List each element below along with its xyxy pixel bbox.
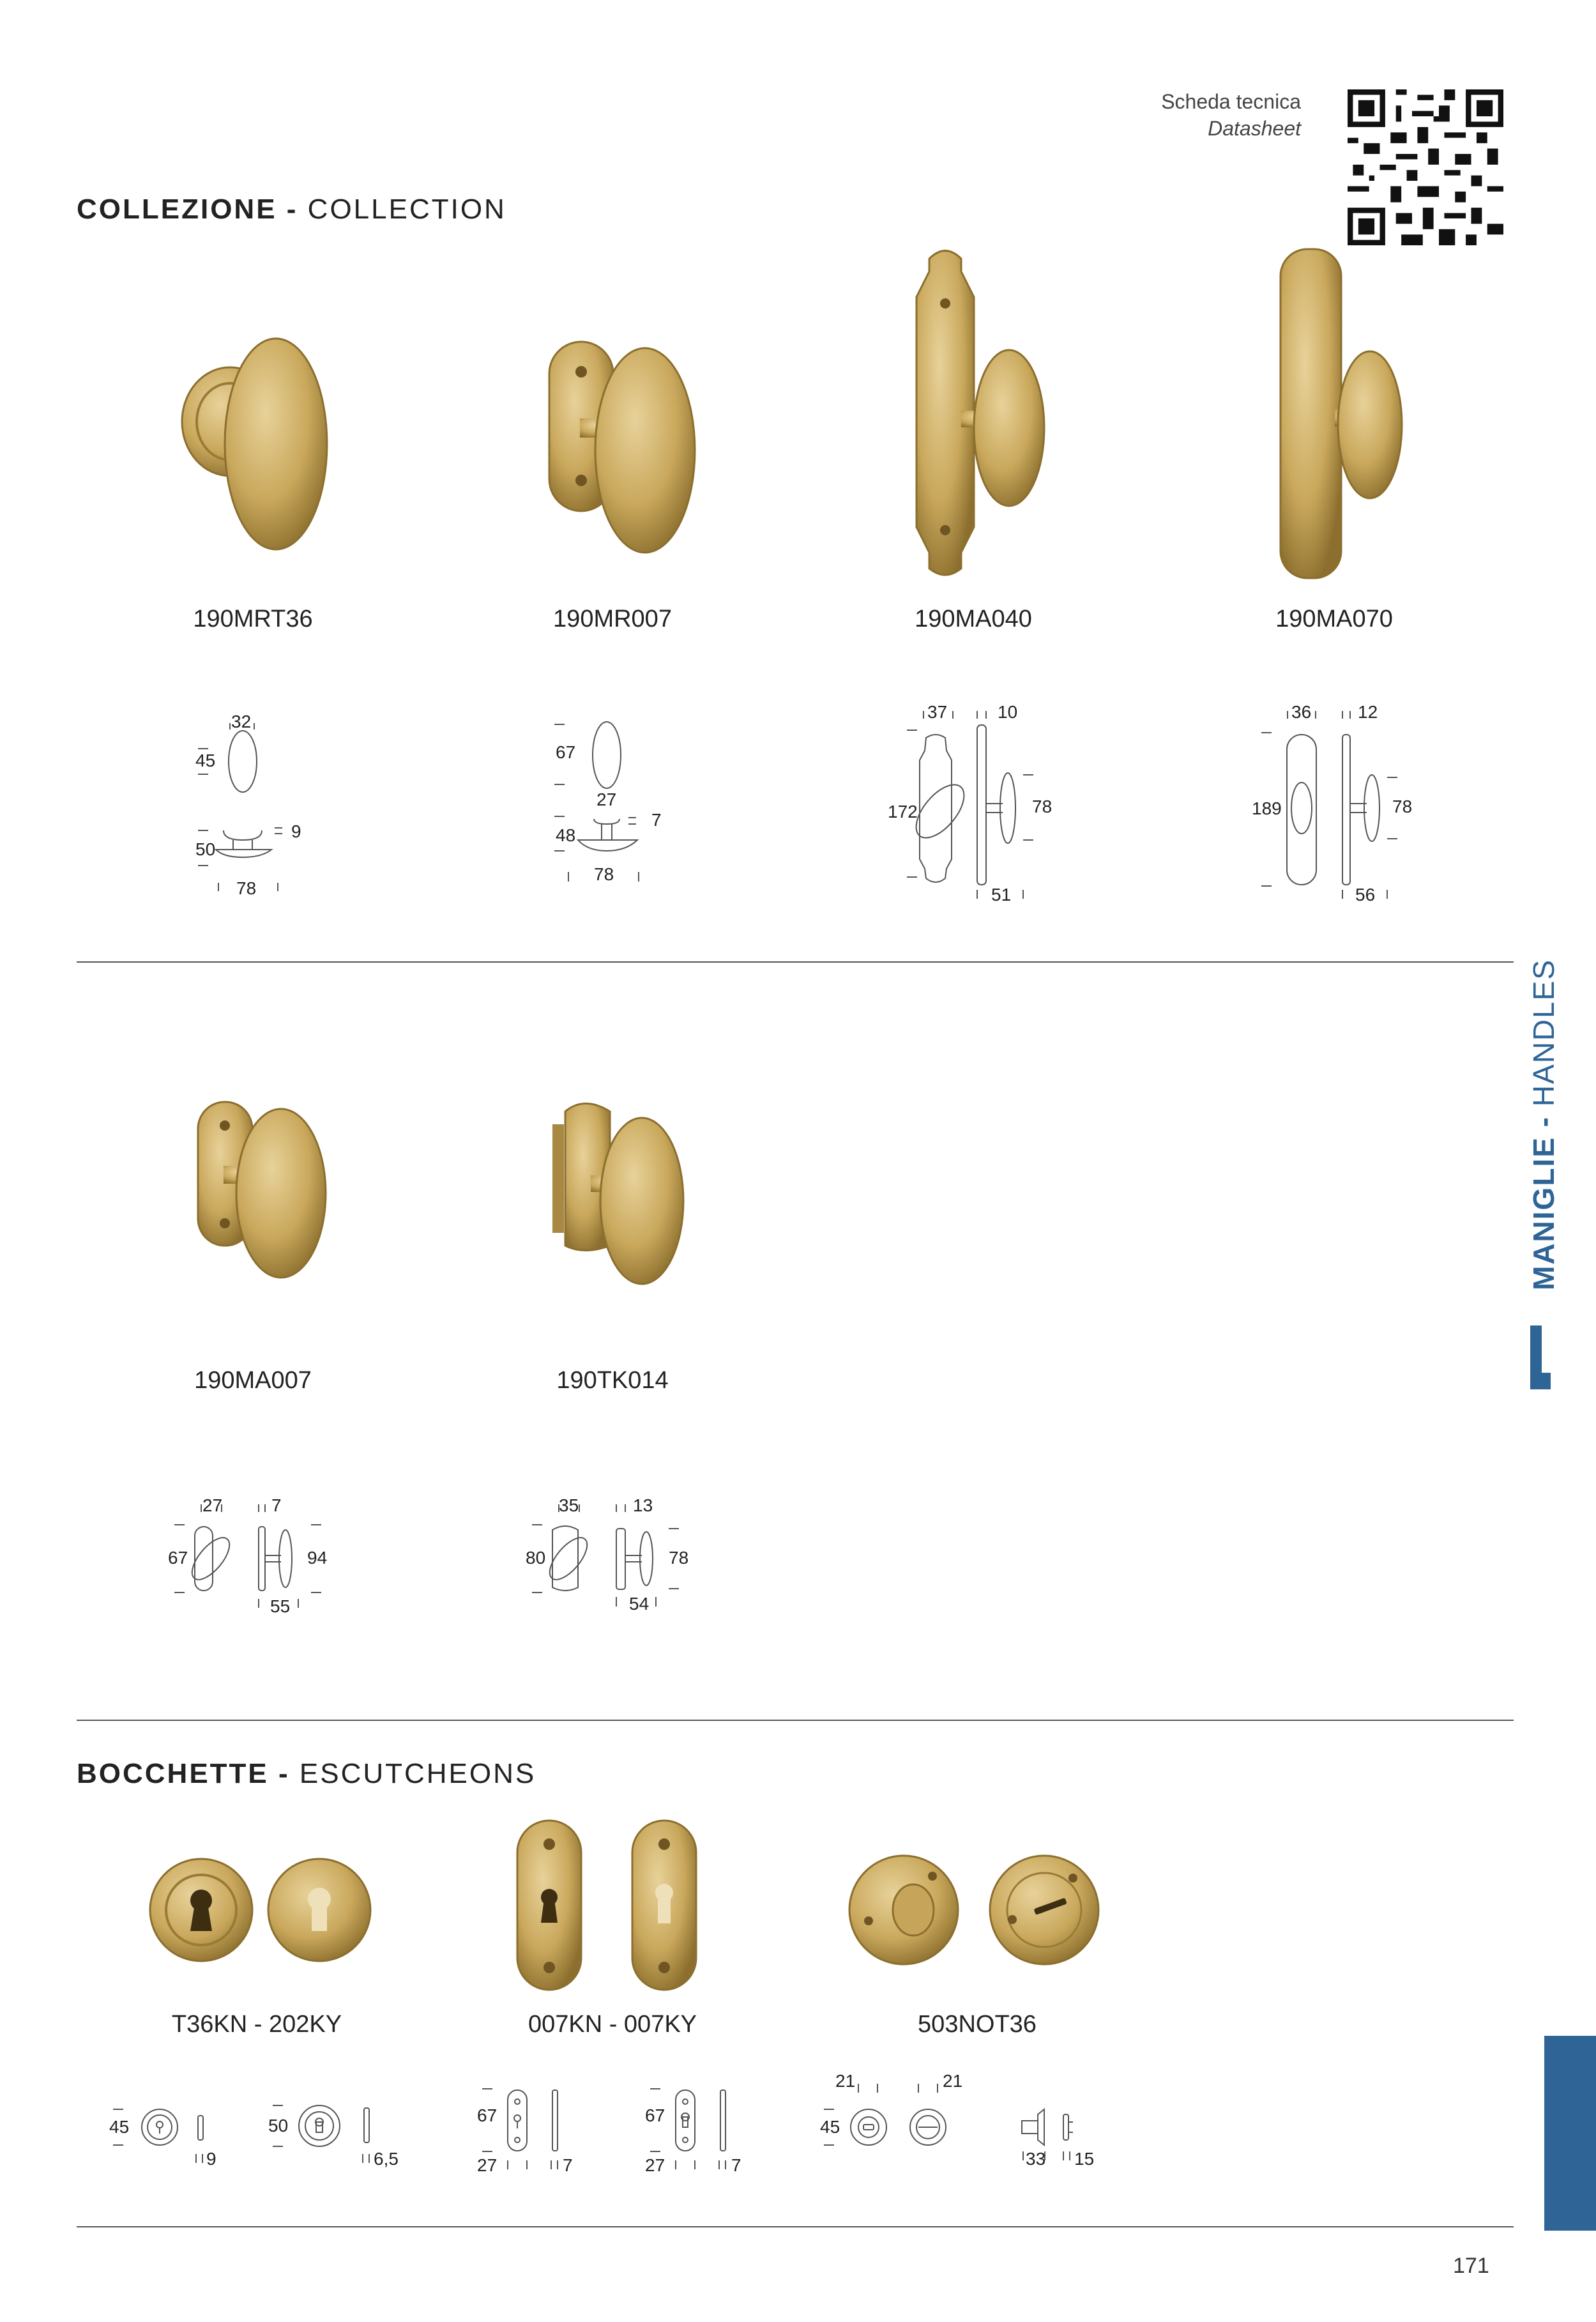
dim-plate-depth: 10 — [998, 702, 1018, 722]
dim-height: 172 — [888, 802, 918, 821]
dim-depth-t36kn: 9 — [206, 2149, 217, 2169]
escutcheon-code-007KN-007KY: 007KN - 007KY — [528, 2011, 697, 2038]
dim-projection: 33 — [1026, 2149, 1046, 2169]
dim-depth-202ky: 6,5 — [374, 2149, 399, 2169]
dim-depth: 15 — [1074, 2149, 1095, 2169]
dim-depth: 9 — [291, 821, 301, 841]
dim-width: 36 — [1291, 702, 1312, 722]
dim-depth: 7 — [651, 810, 662, 830]
dim-width-right: 21 — [943, 2071, 963, 2091]
tech-drawing-190MR007 — [549, 709, 709, 907]
collection-heading — [77, 194, 506, 225]
collection-heading-bold: COLLEZIONE - — [77, 194, 298, 225]
product-image-190MA040 — [904, 246, 1057, 584]
escutcheons-heading-bold: BOCCHETTE - — [77, 1758, 290, 1789]
escutcheon-image-T36KN-202KY — [147, 1849, 377, 1977]
handle-icon — [1528, 1325, 1566, 1696]
page-tab-block — [1544, 2036, 1596, 2231]
escutcheon-code-T36KN-202KY: T36KN - 202KY — [171, 2011, 342, 2038]
dim-width: 37 — [927, 702, 948, 722]
divider-1 — [77, 961, 1514, 963]
dim-diameter-202ky: 50 — [268, 2116, 289, 2135]
dim-plate-depth: 13 — [633, 1495, 653, 1515]
escutcheon-image-503NOT36 — [843, 1849, 1111, 1977]
dim-width: 35 — [559, 1495, 579, 1515]
page-number: 171 — [1453, 2254, 1489, 2278]
dim-width: 27 — [202, 1495, 223, 1515]
dim-width: 32 — [231, 712, 252, 731]
product-image-190MRT36 — [166, 332, 345, 562]
dim-base: 48 — [556, 825, 576, 845]
dim-diameter-t36kn: 45 — [109, 2117, 130, 2137]
product-code-190MR007: 190MR007 — [553, 606, 672, 632]
collection-heading-light: COLLECTION — [298, 194, 506, 225]
escutcheons-heading — [77, 1758, 536, 1790]
dim-height-007ky: 67 — [645, 2105, 665, 2125]
tech-drawing-007KN-007KY — [469, 2076, 757, 2185]
dim-projection: 56 — [1355, 885, 1376, 905]
dim-knob-height: 78 — [669, 1548, 689, 1568]
dim-knob-height: 94 — [307, 1548, 328, 1568]
escutcheon-image-007KN-007KY — [511, 1817, 709, 1996]
tech-drawing-190MA007 — [163, 1495, 342, 1619]
tech-drawing-503NOT36 — [817, 2070, 1118, 2178]
product-code-190TK014: 190TK014 — [556, 1367, 669, 1394]
dim-width-left: 21 — [835, 2071, 856, 2091]
dim-knob-height: 78 — [1392, 797, 1413, 816]
drawing-lines — [105, 2082, 412, 2185]
dim-width-007ky: 27 — [645, 2155, 665, 2175]
dim-width: 27 — [597, 790, 617, 809]
divider-3 — [77, 2226, 1514, 2227]
dim-height: 80 — [526, 1548, 546, 1568]
dim-height-007kn: 67 — [477, 2105, 498, 2125]
dim-length: 78 — [236, 878, 257, 898]
dim-diameter: 45 — [820, 2117, 840, 2137]
dim-height: 189 — [1252, 798, 1282, 818]
dim-base: 50 — [195, 839, 216, 859]
drawing-lines — [817, 2070, 1118, 2178]
drawing-lines — [185, 703, 345, 907]
drawing-lines — [549, 709, 709, 907]
side-tab-label — [1526, 959, 1561, 1290]
dim-projection: 51 — [991, 885, 1012, 905]
qr-code-icon[interactable] — [1348, 89, 1503, 245]
dim-width-007kn: 27 — [477, 2155, 498, 2175]
dim-depth-007kn: 7 — [563, 2155, 573, 2175]
tech-drawing-190MRT36 — [185, 703, 345, 907]
dim-height: 67 — [556, 742, 576, 762]
tech-drawing-T36KN-202KY — [105, 2082, 412, 2185]
dim-projection: 54 — [629, 1594, 650, 1614]
dim-projection: 55 — [270, 1596, 291, 1616]
dim-depth-007ky: 7 — [731, 2155, 741, 2175]
dim-plate-depth: 12 — [1358, 702, 1378, 722]
drawing-lines — [469, 2076, 757, 2185]
product-image-190MA070 — [1274, 246, 1408, 584]
product-image-190TK014 — [546, 1099, 699, 1290]
divider-2 — [77, 1720, 1514, 1721]
product-code-190MA007: 190MA007 — [194, 1367, 312, 1394]
side-tab-light: HANDLES — [1527, 958, 1560, 1117]
tech-drawing-190TK014 — [521, 1495, 699, 1619]
tech-drawing-190MA070 — [1245, 699, 1437, 910]
side-tab-bold: MANIGLIE - — [1527, 1116, 1560, 1290]
escutcheon-code-503NOT36: 503NOT36 — [918, 2011, 1037, 2038]
escutcheons-heading-light: ESCUTCHEONS — [289, 1758, 536, 1789]
dim-plate-depth: 7 — [271, 1495, 282, 1515]
product-image-190MR007 — [536, 339, 703, 569]
product-code-190MA040: 190MA040 — [915, 606, 1032, 632]
tech-drawing-190MA040 — [881, 699, 1073, 910]
datasheet-label-it: Scheda tecnica — [1161, 90, 1301, 113]
product-code-190MA070: 190MA070 — [1275, 606, 1393, 632]
product-image-190MA007 — [192, 1099, 345, 1290]
dim-height: 67 — [168, 1548, 188, 1568]
dim-knob-height: 78 — [1032, 797, 1053, 816]
dim-length: 78 — [594, 864, 614, 884]
product-code-190MRT36: 190MRT36 — [193, 606, 313, 632]
datasheet-label-en: Datasheet — [1208, 117, 1301, 140]
dim-height: 45 — [195, 751, 216, 770]
datasheet-label — [1161, 88, 1301, 142]
